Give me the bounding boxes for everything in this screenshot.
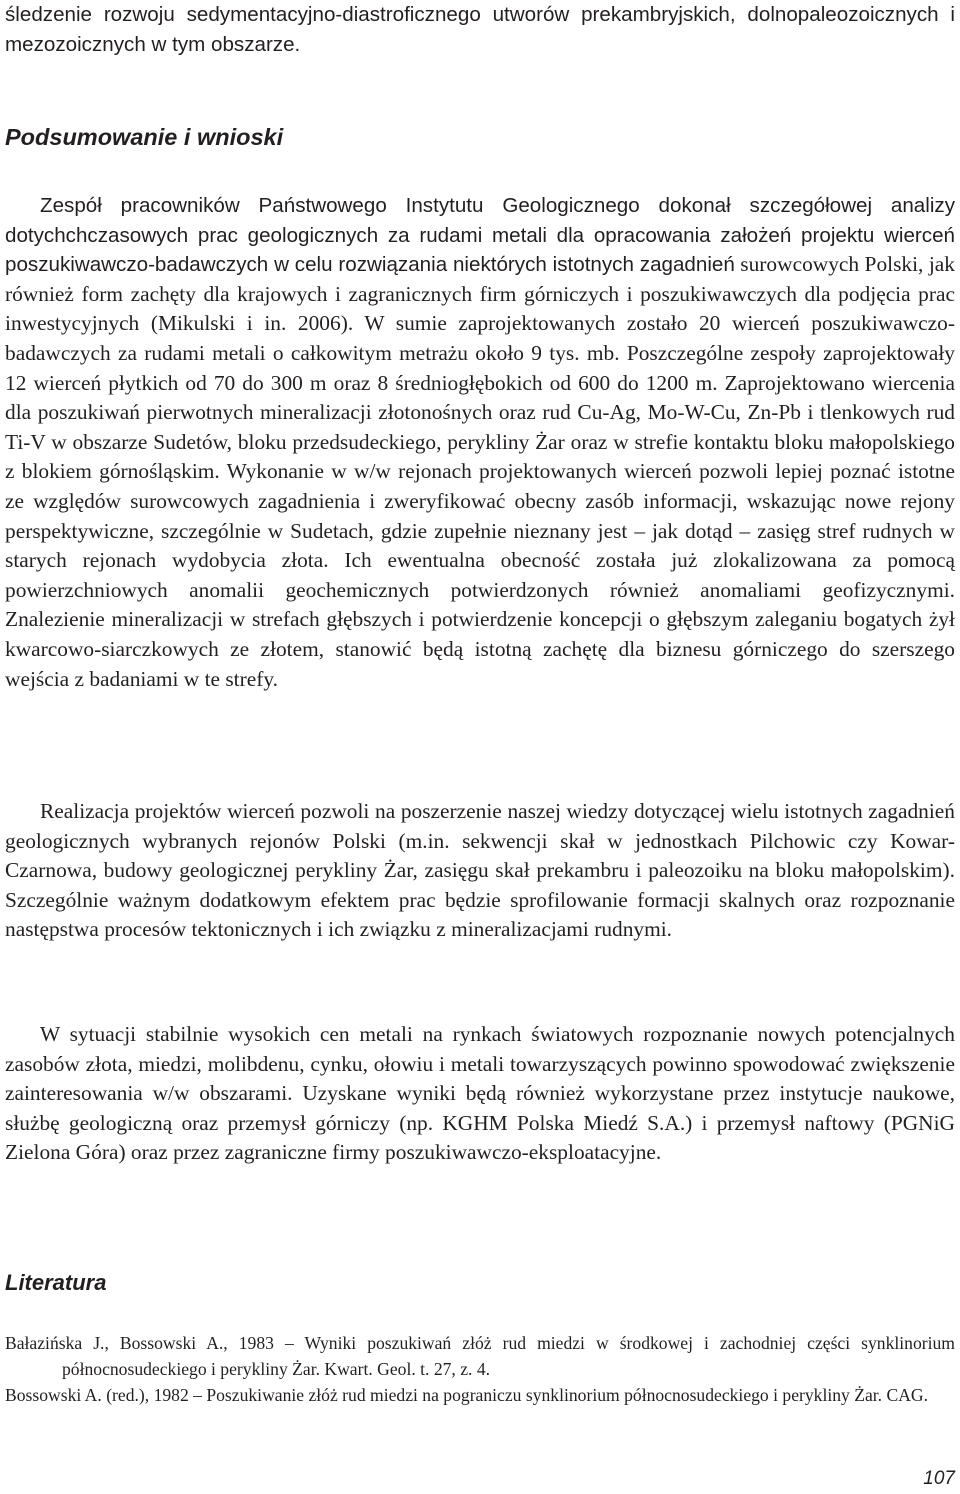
summary-paragraph-3: W sytuacji stabilnie wysokich cen metali na rynkach światowych rozpoznanie nowych potencjalnych zasobów złota, miedzi, molibdenu, cynku, ołowiu i metali towarzyszących powinno spowodować zwiększenie zainteresowania w/w obszarami. Uzyskane wyniki będą również wykorzystane przez instytucje naukowe, służbę geologiczną oraz przemysł górniczy (np. KGHM Polska Miedź S.A.) i przemysł naftowy (PGNiG Zielona Góra) oraz przez zagraniczne firmy poszukiwawczo-eksploatacyjne. [5,1022,955,1165]
reference-item: Bałazińska J., Bossowski A., 1983 – Wyniki poszukiwań złóż rud miedzi w środkowej i zachodniej części synklinorium północnosudeckiego i perykliny Żar. Kwart. Geol. t. 27, z. 4. [5,1333,955,1379]
section-heading-literature: Literatura [5,1270,107,1295]
reference-list [5,1330,955,1408]
intro-paragraph: śledzenie rozwoju sedymentacyjno-diastroficznego utworów prekambryjskich, dolnopaleozoicznych i mezozoicznych w tym obszarze. [5,3,955,56]
section-heading-summary: Podsumowanie i wnioski [5,124,284,150]
page-number: 107 [923,1468,955,1489]
summary-paragraph-2: Realizacja projektów wierceń pozwoli na poszerzenie naszej wiedzy dotyczącej wielu istotnych zagadnień geologicznych wybranych rejonów Polski (m.in. sekwencji skał w jednostkach Pilchowic czy Kowar-Czarnowa, budowy geologicznej perykliny Żar, zasięgu skał prekambru i paleozoiku na bloku małopolskim). Szczególnie ważnym dodatkowym efektem prac będzie sprofilowanie formacji skalnych oraz rozpoznanie następstwa procesów tektonicznych i ich związku z mineralizacjami rudnymi. [5,799,955,942]
reference-item: Bossowski A. (red.), 1982 – Poszukiwanie złóż rud miedzi na pograniczu synklinorium północnosudeckiego i perykliny Żar. CAG. [5,1385,929,1405]
summary-paragraph-1 [5,191,955,694]
summary-paragraph-1-lead: Zespół pracowników Państwowego Instytutu Geologicznego dokonał szczegółowej analizy dotychchczasowych prac geologicznych za rudami metali dla opracowania założeń projektu wierceń poszukiwawczo-badawczych w celu rozwiązania niektórych istotnych zagadnień [5,194,955,277]
summary-paragraph-1-body: surowcowych Polski, jak również form zachęty dla krajowych i zagranicznych firm górniczych i poszukiwawczych dla podjęcia prac inwestycyjnych (Mikulski i in. 2006). W sumie zaprojektowanych zostało 20 wierceń poszukiwawczo-badawczych za rudami metali o całkowitym metrażu około 9 tys. mb. Poszczególne zespoły zaprojektowały 12 wierceń płytkich od 70 do 300 m oraz 8 średniogłębokich od 600 do 1200 m. Zaprojektowano wiercenia dla poszukiwań pierwotnych mineralizacji złotonośnych oraz rud Cu-Ag, Mo-W-Cu, Zn-Pb i tlenkowych rud Ti-V w obszarze Sudetów, bloku przedsudeckiego, perykliny Żar oraz w strefie kontaktu bloku małopolskiego z blokiem górnośląskim. Wykonanie w w/w rejonach projektowanych wierceń pozwoli lepiej poznać istotne ze względów surowcowych zagadnienia i zweryfikować obecny zasób informacji, wskazując nowe rejony perspektywiczne, szczególnie w Sudetach, gdzie zupełnie nieznany jest – jak dotąd – zasięg stref rudnych w starych rejonach wydobycia złota. Ich ewentualna obecność została już zlokalizowana za pomocą powierzchniowych anomalii geochemicznych potwierdzonych również anomaliami geofizycznymi. Znalezienie mineralizacji w strefach głębszych i potwierdzenie koncepcji o głębszym zaleganiu bogatych żył kwarcowo-siarczkowych ze złotem, stanowić będą istotną zachętę dla biznesu górniczego do szerszego wejścia z badaniami w te strefy. [5,252,955,691]
